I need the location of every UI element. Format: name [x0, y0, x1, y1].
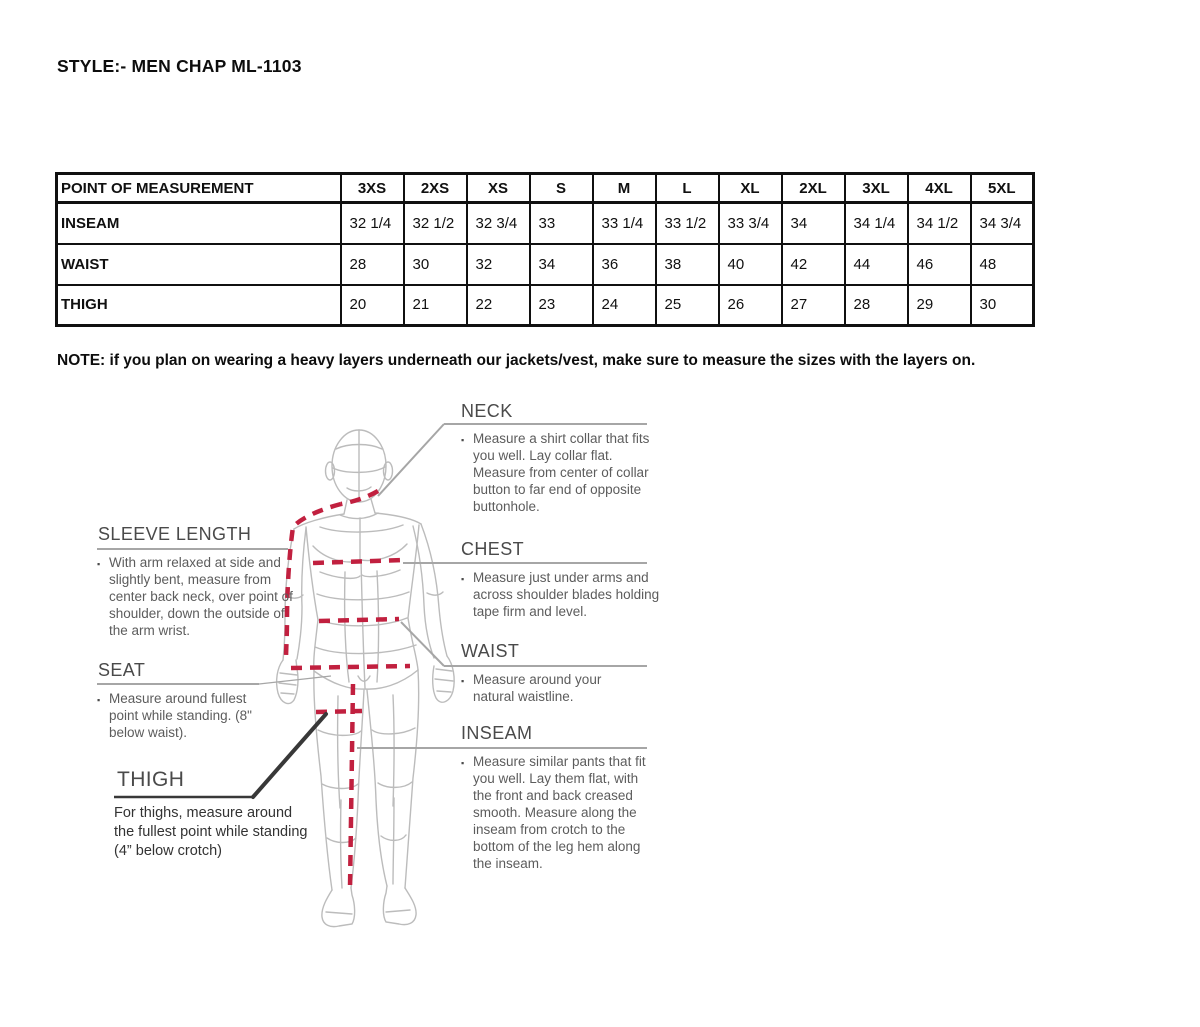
waist-description-text: Measure around your natural waistline.	[473, 672, 602, 704]
neck-description-text: Measure a shirt collar that fits you well. Lay collar flat. Measure from center of collar button to far end of opposite buttonhole.	[473, 431, 650, 514]
waist-dash-line	[319, 619, 399, 621]
neck-heading: NECK	[461, 401, 513, 421]
thigh-description	[114, 804, 314, 861]
waist-callout-line	[401, 622, 444, 666]
chest-description	[460, 569, 661, 620]
table-cell: 30	[404, 244, 467, 285]
waist-description	[460, 671, 633, 705]
table-cell: 48	[971, 244, 1034, 285]
column-header: 3XS	[341, 174, 404, 203]
seat-callout-line	[259, 676, 331, 684]
table-row	[57, 244, 1034, 285]
column-header: 4XL	[908, 174, 971, 203]
table-cell: 32	[467, 244, 530, 285]
table-cell: 25	[656, 285, 719, 326]
column-header: L	[656, 174, 719, 203]
bullet-icon: ▪	[461, 758, 465, 768]
neck-description	[460, 430, 655, 515]
column-header: 5XL	[971, 174, 1034, 203]
inseam-description-text: Measure similar pants that fit you well. Lay them flat, with the front and back creased smooth. Measure along the inseam from crotch to the bottom of the leg hem along the inseam.	[473, 754, 646, 871]
bullet-icon: ▪	[461, 676, 465, 686]
thigh-description-text: For thighs, measure around the fullest point while standing (4” below crotch)	[114, 805, 308, 859]
column-header: XL	[719, 174, 782, 203]
bullet-icon: ▪	[461, 435, 465, 445]
column-header: 2XS	[404, 174, 467, 203]
table-cell: 33 1/4	[593, 203, 656, 244]
sleeve-length-description	[96, 554, 307, 639]
seat-description-text: Measure around fullest point while standing. (8" below waist).	[109, 691, 252, 740]
table-cell: 29	[908, 285, 971, 326]
table-row	[57, 203, 1034, 244]
sleeve-length-heading: SLEEVE LENGTH	[98, 524, 252, 544]
page-title: STYLE:- MEN CHAP ML-1103	[57, 56, 302, 76]
table-cell: 26	[719, 285, 782, 326]
table-cell: 28	[845, 285, 908, 326]
bullet-icon: ▪	[97, 695, 101, 705]
bullet-icon: ▪	[461, 574, 465, 584]
neck-dash-line	[341, 491, 378, 504]
column-header: 3XL	[845, 174, 908, 203]
table-cell: 21	[404, 285, 467, 326]
table-cell: 32 1/4	[341, 203, 404, 244]
table-cell: 27	[782, 285, 845, 326]
column-header: XS	[467, 174, 530, 203]
table-cell: 38	[656, 244, 719, 285]
table-cell: 36	[593, 244, 656, 285]
table-cell: 34	[530, 244, 593, 285]
table-cell: 30	[971, 285, 1034, 326]
table-cell: 23	[530, 285, 593, 326]
column-header: POINT OF MEASUREMENT	[57, 174, 341, 203]
note-text: NOTE: if you plan on wearing a heavy layers underneath our jackets/vest, make sure to measure the sizes with the layers on.	[57, 352, 976, 369]
table-cell: 32 3/4	[467, 203, 530, 244]
table-cell: 33	[530, 203, 593, 244]
sleeve-length-description-text: With arm relaxed at side and slightly bent, measure from center back neck, over point of shoulder, down the outside of the arm wrist.	[109, 555, 293, 638]
row-label: WAIST	[57, 244, 341, 285]
table-cell: 28	[341, 244, 404, 285]
seat-dash-line	[291, 666, 410, 668]
neck-callout-line	[378, 424, 444, 496]
table-cell: 22	[467, 285, 530, 326]
table-cell: 32 1/2	[404, 203, 467, 244]
chest-heading: CHEST	[461, 539, 525, 559]
thigh-dash-line	[316, 711, 362, 712]
table-row	[57, 285, 1034, 326]
inseam-description	[460, 753, 659, 872]
table-cell: 34 3/4	[971, 203, 1034, 244]
table-cell: 42	[782, 244, 845, 285]
table-header-row	[57, 174, 1034, 203]
bullet-icon: ▪	[97, 559, 101, 569]
row-label: INSEAM	[57, 203, 341, 244]
column-header: M	[593, 174, 656, 203]
table-cell: 33 3/4	[719, 203, 782, 244]
chest-dash-line	[313, 560, 402, 563]
table-cell: 44	[845, 244, 908, 285]
table-cell: 34 1/2	[908, 203, 971, 244]
column-header: 2XL	[782, 174, 845, 203]
table-cell: 40	[719, 244, 782, 285]
chest-description-text: Measure just under arms and across shoulder blades holding tape firm and level.	[473, 570, 660, 619]
column-header: S	[530, 174, 593, 203]
inseam-dash-line	[350, 684, 353, 888]
waist-heading: WAIST	[461, 641, 520, 661]
row-label: THIGH	[57, 285, 341, 326]
measurement-table	[55, 172, 1035, 327]
seat-heading: SEAT	[98, 660, 146, 680]
table-cell: 20	[341, 285, 404, 326]
thigh-heading: THIGH	[117, 768, 185, 791]
table-cell: 46	[908, 244, 971, 285]
table-cell: 34 1/4	[845, 203, 908, 244]
seat-description	[96, 690, 269, 741]
table-cell: 33 1/2	[656, 203, 719, 244]
table-cell: 24	[593, 285, 656, 326]
inseam-heading: INSEAM	[461, 723, 533, 743]
table-cell: 34	[782, 203, 845, 244]
